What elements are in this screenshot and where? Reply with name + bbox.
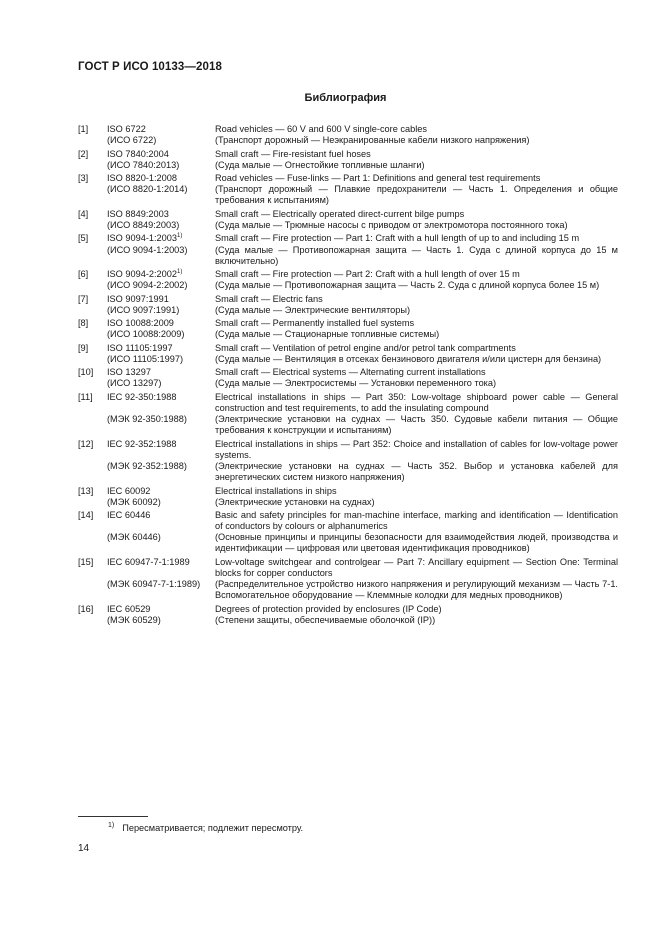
entry-original-line xyxy=(78,439,618,461)
bibliography-entry xyxy=(78,269,618,291)
bibliography-entry xyxy=(78,294,618,316)
entry-translation-line xyxy=(78,280,618,291)
entry-title: (Электрические установки на суднах — Часть 352. Выбор и установка кабелей для энергетических систем низкого напряжения) xyxy=(215,460,618,483)
entry-number xyxy=(78,461,107,483)
entry-title: (Основные принципы и принципы безопасности для взаимодействия людей, производства и идентификации — цифровая или цветовая идентификация проводников) xyxy=(215,532,618,554)
entry-code-text: IEC 60092 xyxy=(107,485,151,496)
entry-translation-line xyxy=(78,220,618,231)
entry-title: Electrical installations in ships — Part 350: Low-voltage shipboard power cable — General construction and test requirements, to add the insulating compound xyxy=(215,391,618,414)
entry-original-line xyxy=(78,209,618,220)
entry-title: Small craft — Electrically operated direct-current bilge pumps xyxy=(215,208,465,219)
entry-code-text: ISO 6722 xyxy=(107,124,146,134)
entry-code-text: (ИСО 8849:2003) xyxy=(107,219,180,230)
entry-translation-line xyxy=(78,245,618,267)
entry-title: (Электрические установки на суднах) xyxy=(215,496,375,507)
entry-title: Degrees of protection provided by enclosures (IP Code) xyxy=(215,603,442,614)
bibliography-entry xyxy=(78,510,618,554)
entry-number: [14] xyxy=(78,510,94,521)
entry-title: (Транспорт дорожный — Плавкие предохранители — Часть 1. Определения и общие требования к испытаниям) xyxy=(215,184,618,206)
entry-number: [5] xyxy=(78,233,89,244)
entry-code-text: (МЭК 60947-7-1:1989) xyxy=(107,579,201,590)
entry-original-line xyxy=(78,510,618,532)
entry-number: [12] xyxy=(78,438,94,449)
entry-number xyxy=(78,220,107,231)
entry-title: Small craft — Fire-resistant fuel hoses xyxy=(215,148,371,159)
entry-code xyxy=(107,414,215,436)
entry-code xyxy=(107,233,215,244)
entry-code-text: ISO 13297 xyxy=(107,367,151,378)
entry-code-text: (ИСО 10088:2009) xyxy=(107,329,185,340)
entry-number xyxy=(78,354,107,365)
entry-title: Small craft — Electric fans xyxy=(215,293,323,304)
entry-code xyxy=(107,615,215,626)
entry-code xyxy=(107,160,215,171)
entry-title: Small craft — Fire protection — Part 2: Craft with a hull length of over 15 m xyxy=(215,269,520,280)
entry-number: [11] xyxy=(78,391,93,402)
entry-code xyxy=(107,269,215,280)
entry-code xyxy=(107,343,215,354)
entry-code xyxy=(107,367,215,378)
entry-number xyxy=(78,305,107,316)
entry-number: [9] xyxy=(78,342,89,353)
entry-code-text: IEC 92-352:1988 xyxy=(107,438,177,449)
entry-title: Road vehicles — Fuse-links — Part 1: Definitions and general test requirements xyxy=(215,173,541,184)
entry-code xyxy=(107,461,215,483)
entry-original-line xyxy=(78,604,618,615)
entry-number: [13] xyxy=(78,485,94,496)
entry-title: (Суда малые — Противопожарная защита — Часть 2. Суда с длиной корпуса более 15 м) xyxy=(215,280,600,291)
entry-title: Small craft — Ventilation of petrol engine and/or petrol tank compartments xyxy=(215,342,516,353)
entry-code xyxy=(107,124,215,135)
entry-code xyxy=(107,497,215,508)
entry-code-text: IEC 92-350:1988 xyxy=(107,391,177,402)
entry-number xyxy=(78,329,107,340)
entry-original-line xyxy=(78,233,618,244)
bibliography-entry xyxy=(78,486,618,508)
entry-number xyxy=(78,280,107,291)
entry-translation-line xyxy=(78,461,618,483)
entry-code-text: ISO 9097:1991 xyxy=(107,293,169,304)
bibliography-entry xyxy=(78,233,618,266)
entry-title: Small craft — Permanently installed fuel systems xyxy=(215,318,415,329)
entry-number: [3] xyxy=(78,173,89,184)
document-header: ГОСТ Р ИСО 10133—2018 xyxy=(78,61,223,73)
entry-translation-line xyxy=(78,184,618,206)
page-number: 14 xyxy=(78,843,90,854)
entry-code xyxy=(107,392,215,414)
bibliography-entry xyxy=(78,439,618,483)
footnote-divider xyxy=(78,816,148,817)
entry-number: [1] xyxy=(78,124,89,134)
entry-number: [7] xyxy=(78,293,89,304)
entry-original-line xyxy=(78,343,618,354)
entry-code xyxy=(107,245,215,267)
entry-code-text: (ИСО 7840:2013) xyxy=(107,159,180,170)
entry-code-text: (ИСО 11105:1997) xyxy=(107,353,184,364)
entry-code-text: (МЭК 92-350:1988) xyxy=(107,414,187,425)
entry-title: (Суда малые — Трюмные насосы с приводом от электромотора постоянного тока) xyxy=(215,219,568,230)
entry-code xyxy=(107,354,215,365)
entry-code xyxy=(107,318,215,329)
entry-original-line xyxy=(78,318,618,329)
entry-number: [6] xyxy=(78,269,89,280)
entry-title: Electrical installations in ships xyxy=(215,485,337,496)
entry-code-text: (ИСО 6722) xyxy=(107,135,157,146)
bibliography-entry xyxy=(78,367,618,389)
entry-original-line xyxy=(78,392,618,414)
entry-number xyxy=(78,497,107,508)
bibliography-list xyxy=(78,124,618,628)
entry-code xyxy=(107,510,215,532)
entry-code-text: ISO 9094-2:2002 xyxy=(107,269,177,280)
entry-code xyxy=(107,209,215,220)
entry-original-line xyxy=(78,173,618,184)
entry-code xyxy=(107,439,215,461)
entry-code-text: (ИСО 13297) xyxy=(107,378,162,389)
entry-title: Small craft — Fire protection — Part 1: Craft with a hull length of up to and including 15 m xyxy=(215,233,580,244)
entry-original-line xyxy=(78,557,618,579)
entry-title: (Суда малые — Вентиляция в отсеках бензинового двигателя и/или цистерн для бензина) xyxy=(215,353,602,364)
entry-code xyxy=(107,329,215,340)
entry-code xyxy=(107,149,215,160)
entry-original-line xyxy=(78,269,618,280)
entry-code-text: ISO 7840:2004 xyxy=(107,148,169,159)
footnote-reference: 1) xyxy=(176,233,183,240)
entry-code-text: (ИСО 9094-1:2003) xyxy=(107,244,188,255)
entry-number: [4] xyxy=(78,208,89,219)
entry-translation-line xyxy=(78,615,618,626)
entry-code-text: ISO 10088:2009 xyxy=(107,318,174,329)
entry-number: [8] xyxy=(78,318,89,329)
entry-title: (Распределительное устройство низкого напряжения и регулирующий механизм — Часть 7-1. Вспомогательное оборудование — Клеммные колодки для медных проводников) xyxy=(215,579,618,601)
entry-code xyxy=(107,532,215,554)
entry-code-text: (МЭК 92-352:1988) xyxy=(107,460,187,471)
entry-code xyxy=(107,173,215,184)
bibliography-entry xyxy=(78,318,618,340)
bibliography-entry xyxy=(78,209,618,231)
entry-code xyxy=(107,557,215,579)
entry-title: (Суда малые — Электрические вентиляторы) xyxy=(215,304,411,315)
entry-code xyxy=(107,604,215,615)
entry-translation-line xyxy=(78,135,618,146)
entry-code xyxy=(107,135,215,146)
entry-number xyxy=(78,378,107,389)
entry-number xyxy=(78,135,107,146)
entry-title: (Суда малые — Электросистемы — Установки переменного тока) xyxy=(215,378,497,389)
footnote-mark: 1) xyxy=(108,822,115,829)
entry-title: Basic and safety principles for man-machine interface, marking and identification — Identification of conductors by colours or alphanumerics xyxy=(215,510,618,532)
page-title: Библиография xyxy=(304,92,387,104)
entry-code xyxy=(107,280,215,291)
entry-translation-line xyxy=(78,579,618,601)
entry-code-text: (ИСО 9097:1991) xyxy=(107,304,180,315)
entry-code xyxy=(107,305,215,316)
footnote xyxy=(108,822,303,833)
entry-number xyxy=(78,245,107,267)
entry-code xyxy=(107,378,215,389)
entry-translation-line xyxy=(78,160,618,171)
entry-number xyxy=(78,414,107,436)
entry-original-line xyxy=(78,294,618,305)
entry-translation-line xyxy=(78,329,618,340)
entry-title: (Суда малые — Огнестойкие топливные шланги) xyxy=(215,159,425,170)
entry-code-text: (МЭК 60529) xyxy=(107,614,161,625)
entry-number xyxy=(78,579,107,601)
entry-number: [10] xyxy=(78,367,94,378)
entry-title: Small craft — Electrical systems — Alternating current installations xyxy=(215,367,486,378)
entry-code xyxy=(107,220,215,231)
entry-title: (Степени защиты, обеспечиваемые оболочкой (IP)) xyxy=(215,614,436,625)
entry-number xyxy=(78,160,107,171)
entry-number xyxy=(78,184,107,206)
entry-original-line xyxy=(78,149,618,160)
entry-code-text: (ИСО 9094-2:2002) xyxy=(107,280,188,291)
entry-translation-line xyxy=(78,305,618,316)
bibliography-entry xyxy=(78,173,618,206)
entry-translation-line xyxy=(78,378,618,389)
entry-title: (Транспорт дорожный — Неэкранированные кабели низкого напряжения) xyxy=(215,135,530,146)
entry-number: [15] xyxy=(78,556,94,567)
entry-number xyxy=(78,532,107,554)
entry-translation-line xyxy=(78,354,618,365)
entry-code-text: (ИСО 8820-1:2014) xyxy=(107,184,188,195)
entry-code-text: IEC 60529 xyxy=(107,603,151,614)
entry-title: (Электрические установки на суднах — Часть 350. Судовые кабели питания — Общие требования к конструкции и испытаниям) xyxy=(215,414,618,436)
bibliography-entry xyxy=(78,343,618,365)
footnote-text: Пересматривается; подлежит пересмотру. xyxy=(122,823,304,834)
footnote-reference: 1) xyxy=(176,269,183,276)
bibliography-entry xyxy=(78,149,618,171)
bibliography-entry xyxy=(78,392,618,436)
entry-code xyxy=(107,579,215,601)
entry-original-line xyxy=(78,367,618,378)
entry-code xyxy=(107,486,215,497)
bibliography-entry xyxy=(78,124,618,146)
entry-code-text: IEC 60446 xyxy=(107,510,151,521)
entry-title: Electrical installations in ships — Part 352: Choice and installation of cables for low-voltage power systems. xyxy=(215,438,618,460)
entry-translation-line xyxy=(78,497,618,508)
entry-code-text: ISO 8849:2003 xyxy=(107,208,169,219)
entry-code-text: ISO 9094-1:2003 xyxy=(107,233,177,244)
entry-translation-line xyxy=(78,414,618,436)
entry-translation-line xyxy=(78,532,618,554)
entry-number: [2] xyxy=(78,148,89,159)
entry-title: Road vehicles — 60 V and 600 V single-core cables xyxy=(215,124,427,134)
entry-title: Low-voltage switchgear and controlgear — Part 7: Ancillary equipment — Section One: Terminal blocks for copper conductors xyxy=(215,556,618,578)
entry-code xyxy=(107,294,215,305)
entry-code-text: (МЭК 60446) xyxy=(107,532,161,543)
entry-title: (Суда малые — Стационарные топливные системы) xyxy=(215,329,440,340)
entry-code-text: ISO 8820-1:2008 xyxy=(107,173,177,184)
entry-title: (Суда малые — Противопожарная защита — Часть 1. Суда с длиной корпуса до 15 м включительно) xyxy=(215,244,618,266)
entry-code-text: (МЭК 60092) xyxy=(107,496,161,507)
entry-original-line xyxy=(78,124,618,135)
entry-number: [16] xyxy=(78,603,94,614)
entry-code xyxy=(107,184,215,206)
bibliography-entry xyxy=(78,604,618,626)
entry-original-line xyxy=(78,486,618,497)
entry-code-text: ISO 11105:1997 xyxy=(107,342,173,353)
entry-code-text: IEC 60947-7-1:1989 xyxy=(107,556,190,567)
bibliography-entry xyxy=(78,557,618,601)
entry-number xyxy=(78,615,107,626)
